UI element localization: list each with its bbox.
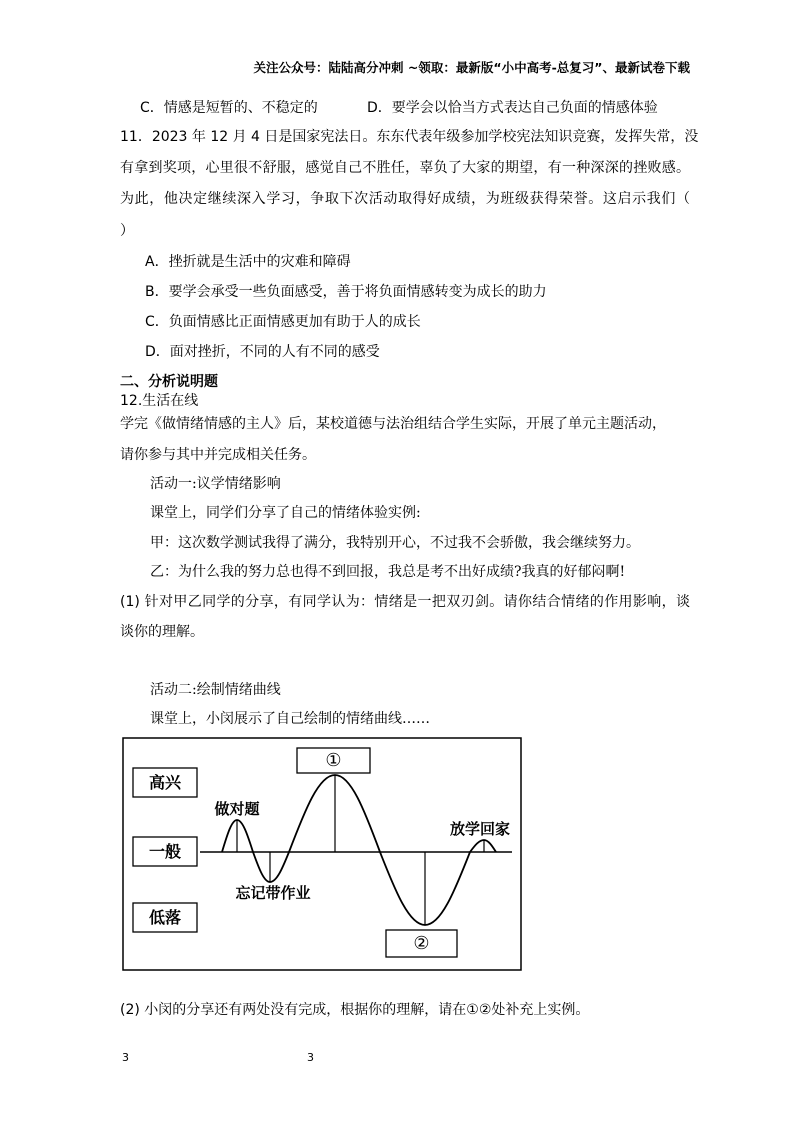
level-label-high: 高兴: [148, 773, 182, 792]
activity2-intro: 课堂上，小闵展示了自己绘制的情绪曲线……: [150, 711, 430, 727]
q12-intro-line: 学完《做情绪情感的主人》后，某校道德与法治组结合学生实际，开展了单元主题活动，: [120, 416, 666, 432]
page-number-center: 3: [307, 1051, 314, 1064]
q11-option-b: B．要学会承受一些负面感受，善于将负面情感转变为成长的助力: [145, 284, 547, 300]
q12-sub2: (2) 小闵的分享还有两处没有完成，根据你的理解，请在①②处补充上实例。: [120, 1002, 590, 1018]
section-title: 二、分析说明题: [120, 374, 218, 390]
q11-stem-line: 有拿到奖项，心里很不舒服，感觉自己不胜任，辜负了大家的期望，有一种深深的挫败感。: [120, 160, 690, 176]
promo-header: 关注公众号：陆陆高分冲刺 ~领取：最新版“小中高考-总复习”、最新试卷下载: [253, 60, 690, 75]
emotion-curve-diagram: [122, 737, 522, 971]
q12-title: 12.生活在线: [120, 393, 199, 409]
event-label-forgot-homework: 忘记带作业: [235, 884, 311, 902]
activity1-title: 活动一:议学情绪影响: [150, 476, 281, 492]
q12-sub1-line: (1) 针对甲乙同学的分享，有同学认为：情绪是一把双刃剑。请你结合情绪的作用影响，谈: [120, 594, 690, 610]
emotion-curve: [222, 775, 496, 925]
level-label-normal: 一般: [148, 842, 182, 861]
q10-option-c: C．情感是短暂的、不稳定的: [140, 100, 318, 116]
q11-option-c: C．负面情感比正面情感更加有助于人的成长: [145, 314, 421, 330]
event-label-correct-answer: 做对题: [214, 800, 260, 818]
q11-stem-line: 为此，他决定继续深入学习，争取下次活动取得好成绩，为班级获得荣誉。这启示我们（: [120, 191, 690, 207]
q11-option-d: D．面对挫折，不同的人有不同的感受: [145, 344, 380, 360]
q11-stem-line: 11．2023 年 12 月 4 日是国家宪法日。东东代表年级参加学校宪法知识竞赛，发挥失常，没: [120, 129, 699, 145]
q11-stem-line: ）: [120, 223, 134, 239]
q11-option-a: A．挫折就是生活中的灾难和障碍: [145, 254, 351, 270]
blank-label-1: ①: [325, 750, 342, 771]
level-label-low: 低落: [148, 908, 182, 927]
q12-intro-line: 请你参与其中并完成相关任务。: [120, 447, 316, 463]
event-label-after-school: 放学回家: [449, 820, 511, 838]
activity1-line: 课堂上，同学们分享了自己的情绪体验实例:: [150, 505, 421, 521]
activity1-line: 乙：为什么我的努力总也得不到回报，我总是考不出好成绩?我真的好郁闷啊!: [150, 564, 626, 580]
activity2-title: 活动二:绘制情绪曲线: [150, 682, 281, 698]
activity1-line: 甲：这次数学测试我得了满分，我特别开心，不过我不会骄傲，我会继续努力。: [150, 535, 640, 551]
blank-label-2: ②: [413, 933, 430, 954]
page-number-left: 3: [122, 1051, 129, 1064]
q10-option-d: D．要学会以恰当方式表达自己负面的情感体验: [367, 100, 658, 116]
q12-sub1-line: 谈你的理解。: [120, 624, 204, 640]
